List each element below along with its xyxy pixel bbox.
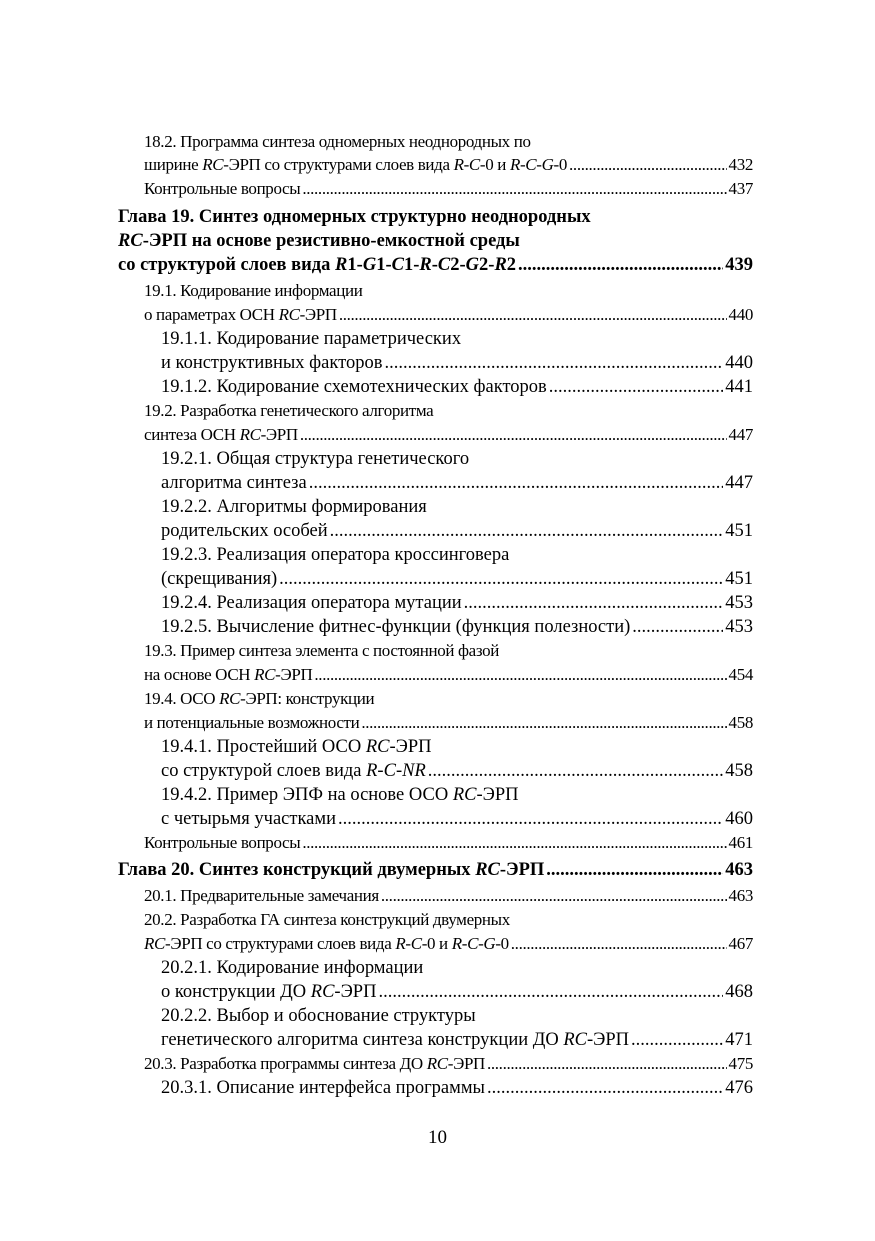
title-segment: RC	[452, 785, 477, 805]
title-segment: о параметрах ОСН	[144, 305, 279, 324]
title-segment: со структурой слоев вида	[161, 761, 367, 781]
title-segment: RC	[426, 1054, 448, 1073]
toc-entry-line	[161, 329, 753, 353]
title-segment: -0 и	[479, 155, 510, 174]
title-segment: RC	[278, 305, 300, 324]
leader-dots	[549, 377, 723, 398]
toc-entry-line[interactable]	[144, 305, 753, 329]
title-segment: C	[525, 155, 537, 174]
toc-entry-title	[144, 1054, 485, 1074]
title-segment: -ЭРП	[499, 860, 545, 880]
toc-entry-line	[144, 281, 753, 305]
leader-dots	[487, 1078, 723, 1099]
toc-entry-title	[144, 641, 499, 661]
title-segment: C	[437, 255, 451, 275]
toc-entry-title	[161, 1078, 485, 1099]
title-segment: RC	[239, 425, 261, 444]
title-segment: с четырьмя участками	[161, 809, 336, 829]
title-segment: -ЭРП со структурами слоев вида	[223, 155, 454, 174]
title-segment: RC	[202, 155, 224, 174]
title-segment: 19.4. ОСО	[144, 689, 220, 708]
leader-dots	[487, 1054, 727, 1074]
title-segment: 19.2. Разработка генетического алгоритма	[144, 401, 434, 420]
toc-entry-title	[161, 1030, 629, 1051]
title-segment: 19.4.2. Пример ЭПФ на основе ОСО	[161, 785, 453, 805]
toc-entry-line[interactable]	[161, 521, 753, 545]
title-segment: RC	[365, 737, 390, 757]
title-segment: -0 и	[421, 934, 452, 953]
toc-entry-line[interactable]	[161, 809, 753, 833]
title-segment: -	[461, 934, 468, 953]
toc-page-number: 440	[728, 305, 753, 324]
title-segment: RC	[254, 665, 276, 684]
toc-entry-title	[161, 593, 462, 614]
toc-entry-title	[161, 449, 469, 470]
title-segment: 1-	[403, 255, 420, 275]
toc-entry-title	[161, 497, 427, 518]
leader-dots	[378, 982, 723, 1003]
leader-dots	[300, 425, 727, 445]
toc-entry-title	[161, 545, 509, 566]
title-segment: 2-	[479, 255, 495, 275]
title-segment: -ЭРП	[299, 305, 337, 324]
title-segment: -0	[495, 934, 509, 953]
title-segment: 19.2.2. Алгоритмы формирования	[161, 497, 427, 517]
toc-entry-title	[144, 886, 379, 906]
title-segment: 1-	[347, 255, 363, 275]
title-segment: -ЭРП	[334, 982, 377, 1002]
title-segment: RC	[118, 231, 143, 251]
title-segment: генетического алгоритма синтеза конструкции ДО	[161, 1030, 564, 1050]
title-segment: -ЭРП	[447, 1054, 485, 1073]
title-segment: -	[431, 255, 438, 275]
title-segment: синтеза ОСН	[144, 425, 240, 444]
toc-entry-line	[144, 910, 753, 934]
title-segment: 19.1.2. Кодирование схемотехнических факторов	[161, 377, 547, 397]
toc-entry-line[interactable]	[144, 713, 753, 737]
leader-dots	[302, 833, 726, 853]
title-segment: 20.1. Предварительные замечания	[144, 886, 379, 905]
title-segment: 19.1.1. Кодирование параметрических	[161, 329, 462, 349]
title-segment: 19.1. Кодирование информации	[144, 281, 363, 300]
toc-entry-line[interactable]	[144, 886, 753, 910]
title-segment: R	[451, 934, 462, 953]
leader-dots	[632, 617, 723, 638]
title-segment: алгоритма синтеза	[161, 473, 307, 493]
leader-dots	[428, 761, 724, 782]
toc-entry-line	[144, 689, 753, 713]
title-segment: 20.2. Разработка ГА синтеза конструкций двумерных	[144, 910, 510, 929]
title-segment: G	[465, 255, 480, 275]
page-number: 10	[428, 1127, 447, 1148]
title-segment: со структурой слоев вида	[118, 255, 336, 275]
toc-page-number: 471	[725, 1030, 753, 1050]
toc-entry-line[interactable]	[144, 665, 753, 689]
toc-entry-line[interactable]	[161, 473, 753, 497]
toc-entry-line	[161, 958, 753, 982]
toc-entry-title	[161, 353, 382, 374]
leader-dots	[279, 569, 723, 590]
toc-entry-title	[144, 934, 509, 954]
toc-entry-line[interactable]	[144, 179, 753, 203]
toc-entry-line	[161, 1006, 753, 1030]
leader-dots	[361, 713, 726, 733]
toc-entry-title	[161, 617, 630, 638]
leader-dots	[381, 886, 727, 906]
toc-entry-title	[144, 281, 362, 301]
title-segment: -ЭРП	[476, 785, 519, 805]
title-segment: -ЭРП на основе резистивно-емкостной среды	[142, 231, 520, 251]
title-segment: и потенциальные возможности	[144, 713, 360, 732]
title-segment: C	[391, 255, 404, 275]
title-segment: -	[395, 761, 403, 781]
title-segment: Глава 20. Синтез конструкций двумерных	[118, 860, 476, 880]
title-segment: G	[362, 255, 377, 275]
leader-dots	[338, 809, 723, 830]
leader-dots	[518, 255, 723, 276]
toc-entry-title	[161, 958, 423, 979]
toc-page-number: 439	[725, 255, 753, 275]
leader-dots	[339, 305, 727, 325]
toc-page-number: 467	[728, 934, 753, 953]
toc-page-number: 453	[725, 617, 753, 637]
title-segment: C	[383, 761, 396, 781]
toc-entry-title	[118, 860, 544, 881]
toc-entry-line[interactable]	[144, 934, 753, 958]
title-segment: на основе ОСН	[144, 665, 255, 684]
title-segment: -	[478, 934, 484, 953]
toc-entry-title	[161, 377, 547, 398]
toc-page-number: 463	[725, 860, 753, 880]
title-segment: -ЭРП	[587, 1030, 630, 1050]
title-segment: R	[335, 255, 348, 275]
toc-entry-title	[144, 689, 374, 709]
title-segment: 2	[506, 255, 517, 275]
toc-entry-line[interactable]	[144, 833, 753, 857]
title-segment: R	[494, 255, 507, 275]
title-segment: RC	[144, 934, 166, 953]
toc-page-number: 463	[728, 886, 753, 905]
toc-entry-line[interactable]	[161, 617, 753, 641]
title-segment: Контрольные вопросы	[144, 179, 301, 198]
title-segment: -	[405, 934, 411, 953]
toc-entry-title	[144, 132, 531, 152]
title-segment: 18.2. Программа синтеза одномерных неоднородных по	[144, 132, 531, 151]
toc-page-number: 458	[728, 713, 753, 732]
toc-entry-line[interactable]	[144, 425, 753, 449]
toc-entry-line	[144, 641, 753, 665]
toc-page-number: 476	[725, 1078, 753, 1098]
toc-entry-title	[144, 305, 337, 325]
toc-entry-line	[144, 132, 753, 156]
toc-page-number: 461	[728, 833, 753, 852]
title-segment: R	[395, 934, 406, 953]
toc-page-number: 447	[725, 473, 753, 493]
leader-dots	[569, 155, 727, 175]
toc-entry-title	[144, 665, 312, 685]
toc-entry-line[interactable]	[161, 569, 753, 593]
toc-page-number: 451	[725, 569, 753, 589]
toc-page-number: 454	[728, 665, 753, 684]
toc-page-number: 441	[725, 377, 753, 397]
title-segment: 19.2.1. Общая структура генетического	[161, 449, 470, 469]
toc-chapter-line[interactable]	[118, 860, 753, 884]
leader-dots	[631, 1030, 723, 1051]
toc-chapter-line[interactable]	[118, 255, 753, 279]
title-segment: G	[541, 155, 554, 174]
title-segment: родительских особей	[161, 521, 328, 541]
leader-dots	[302, 179, 726, 199]
toc-chapter-line	[118, 207, 753, 231]
title-segment: о конструкции ДО	[161, 982, 311, 1002]
toc-entry-title	[161, 785, 518, 806]
leader-dots	[384, 353, 723, 374]
toc-entry-title	[144, 910, 510, 930]
toc-entry-line[interactable]	[161, 982, 753, 1006]
toc-entry-title	[118, 231, 520, 252]
title-segment: C	[467, 934, 479, 953]
leader-dots	[330, 521, 724, 542]
toc-entry-line[interactable]	[161, 1078, 753, 1102]
toc-entry-title	[161, 569, 277, 590]
toc-page-number: 460	[725, 809, 753, 829]
leader-dots	[546, 860, 723, 881]
toc-entry-title	[161, 761, 426, 782]
title-segment: -	[536, 155, 542, 174]
toc-entry-title	[144, 833, 300, 853]
toc-entry-line[interactable]	[144, 1054, 753, 1078]
title-segment: 19.2.5. Вычисление фитнес-функции (функция полезности)	[161, 617, 631, 637]
toc-entry-line[interactable]	[161, 761, 753, 785]
toc-page-number: 451	[725, 521, 753, 541]
title-segment: G	[483, 934, 496, 953]
toc-page-number: 453	[725, 593, 753, 613]
toc-entry-line[interactable]	[144, 155, 753, 179]
title-segment: 20.2.2. Выбор и обоснование структуры	[161, 1006, 476, 1026]
toc-page-number: 458	[725, 761, 753, 781]
title-segment: 2-	[450, 255, 466, 275]
toc-entry-line	[144, 401, 753, 425]
title-segment: -	[519, 155, 526, 174]
title-segment: 19.4.1. Простейший ОСО	[161, 737, 366, 757]
title-segment: -	[377, 761, 384, 781]
toc-entry-line	[161, 449, 753, 473]
toc-page-number: 447	[728, 425, 753, 444]
toc-entry-title	[144, 713, 359, 733]
leader-dots	[464, 593, 724, 614]
toc-entry-title	[161, 809, 336, 830]
toc-entry-title	[144, 425, 298, 445]
toc-entry-title	[161, 473, 307, 494]
toc-entry-title	[161, 329, 461, 350]
toc-entry-line[interactable]	[161, 377, 753, 401]
title-segment: 19.2.3. Реализация оператора кроссинговера	[161, 545, 510, 565]
title-segment: -ЭРП: конструкции	[240, 689, 375, 708]
toc-page-number: 468	[725, 982, 753, 1002]
toc-page-number: 432	[728, 155, 753, 174]
title-segment: RC	[310, 982, 335, 1002]
title-segment: -ЭРП со структурами слоев вида	[165, 934, 396, 953]
title-segment: 20.3. Разработка программы синтеза ДО	[144, 1054, 427, 1073]
toc-page-number: 475	[728, 1054, 753, 1073]
title-segment: (скрещивания)	[161, 569, 278, 589]
toc-chapter-line	[118, 231, 753, 255]
title-segment: -ЭРП	[260, 425, 298, 444]
title-segment: NR	[402, 761, 426, 781]
title-segment: R	[453, 155, 464, 174]
title-segment: RC	[563, 1030, 587, 1050]
title-segment: -ЭРП	[275, 665, 313, 684]
leader-dots	[314, 665, 726, 685]
title-segment: 19.3. Пример синтеза элемента с постоянной фазой	[144, 641, 500, 660]
title-segment: -ЭРП	[389, 737, 432, 757]
title-segment: C	[410, 934, 422, 953]
toc-entry-title	[144, 155, 567, 175]
toc-entry-line	[161, 785, 753, 809]
toc-entry-title	[144, 401, 433, 421]
title-segment: C	[468, 155, 480, 174]
title-segment: Контрольные вопросы	[144, 833, 301, 852]
toc-entry-line	[161, 737, 753, 761]
toc-entry-title	[161, 982, 376, 1003]
title-segment: -0	[553, 155, 568, 174]
title-segment: ширине	[144, 155, 203, 174]
title-segment: 19.2.4. Реализация оператора мутации	[161, 593, 462, 613]
title-segment: Глава 19. Синтез одномерных структурно неоднородных	[118, 207, 591, 227]
title-segment: 1-	[376, 255, 392, 275]
toc-entry-title	[161, 1006, 476, 1027]
title-segment: и конструктивных факторов	[161, 353, 383, 373]
toc-entry-title	[118, 255, 516, 276]
title-segment: R	[509, 155, 520, 174]
title-segment: 20.3.1. Описание интерфейса программы	[161, 1078, 485, 1098]
toc-entry-line[interactable]	[161, 1030, 753, 1054]
toc-entry-line[interactable]	[161, 353, 753, 377]
leader-dots	[309, 473, 724, 494]
toc-entry-line[interactable]	[161, 593, 753, 617]
title-segment: R	[419, 255, 432, 275]
toc-entry-line	[161, 545, 753, 569]
title-segment: 20.2.1. Кодирование информации	[161, 958, 424, 978]
title-segment: RC	[475, 860, 500, 880]
toc-entry-title	[161, 521, 328, 542]
toc-entry-title	[144, 179, 300, 199]
toc-entry-title	[118, 207, 591, 228]
leader-dots	[511, 934, 727, 954]
title-segment: R	[366, 761, 378, 781]
toc-entry-title	[161, 737, 431, 758]
title-segment: RC	[219, 689, 241, 708]
toc-page-number: 437	[728, 179, 753, 198]
title-segment: -	[463, 155, 469, 174]
toc-page-number: 440	[725, 353, 753, 373]
toc-entry-line	[161, 497, 753, 521]
